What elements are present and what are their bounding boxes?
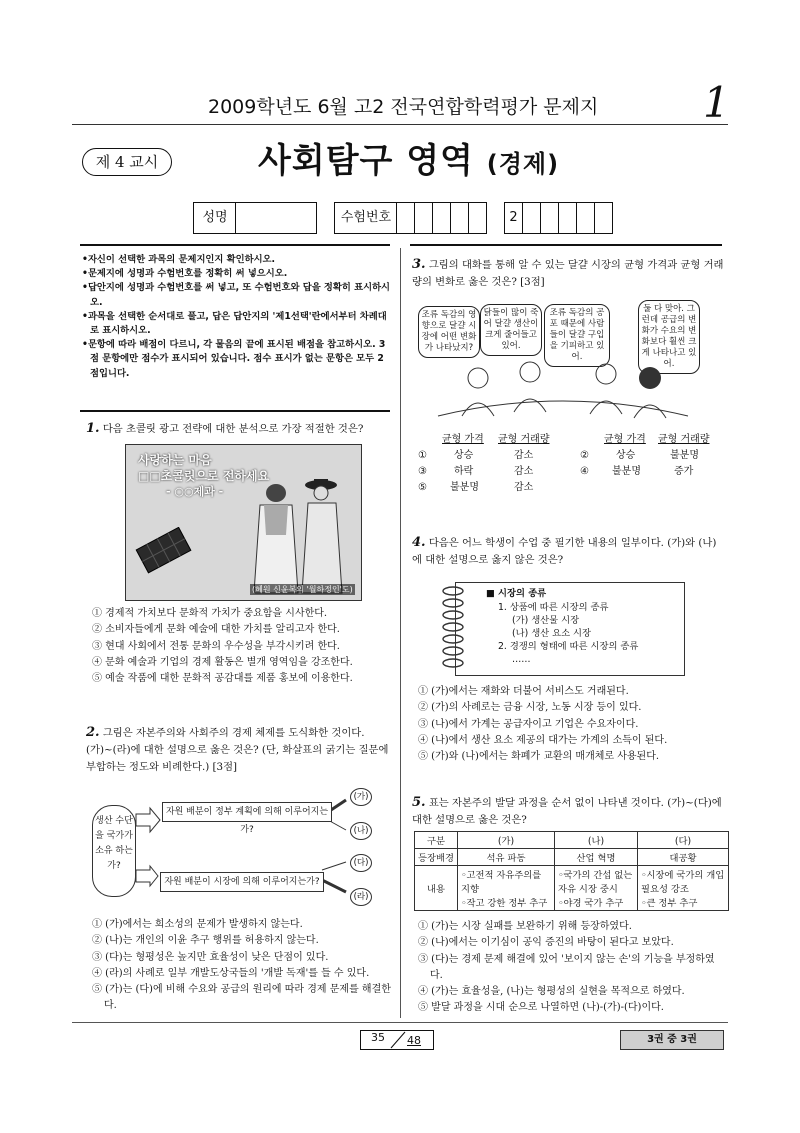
diagram-question-planned: 자원 배분이 정부 계획에 의해 이루어지는가? (162, 802, 332, 822)
option-price: 하락 (454, 466, 474, 477)
option[interactable]: ③ (다)는 경제 문제 해결에 있어 '보이지 않는 손'의 기능을 부정하였다. (418, 953, 715, 981)
footer-rule (72, 1022, 728, 1023)
table-cell (458, 866, 555, 911)
question-text: 그림은 자본주의와 사회주의 경제 체제를 도식화한 것이다. (가)~(라)에 대한 설명으로 옳은 것은? (단, 화살표의 굵기는 질문에 부합하는 정도와 비례한다.) [3점] (86, 727, 389, 773)
option[interactable]: ② (나)에서는 이기심이 공익 증진의 바탕이 된다고 보았다. (418, 937, 674, 949)
cell-line: ◦작고 강한 정부 추구 (461, 898, 548, 909)
exam-no-cell[interactable] (594, 202, 613, 234)
diagram-label-ga: (가) (350, 788, 372, 806)
q1-options (92, 606, 392, 687)
option[interactable]: ⑤ 예술 작품에 대한 문화적 공감대를 제품 홍보에 이용한다. (92, 673, 353, 685)
q5-table (414, 831, 729, 911)
option[interactable]: ① (가)에서는 재화와 더불어 서비스도 거래된다. (418, 686, 629, 697)
q4-options (418, 684, 724, 765)
option[interactable]: ② 소비자들에게 문화 예술에 대한 가치를 알리고자 한다. (92, 624, 340, 636)
question-number: 4. (412, 535, 426, 550)
column-divider (400, 248, 401, 1018)
table-row-label: 등장배경 (415, 849, 458, 866)
footer-page-indicator (360, 1030, 434, 1050)
exam-no-cell[interactable] (558, 202, 576, 234)
option[interactable]: ④ 문화 예술과 기업의 경제 활동은 별개 영역임을 강조한다. (92, 656, 353, 668)
ad-line-1: 사랑하는 마음 (138, 453, 212, 467)
question-number: 5. (412, 795, 426, 810)
option[interactable]: ④ (라)의 사례로 일부 개발도상국들의 '개발 독재'를 들 수 있다. (92, 967, 370, 979)
option-number: ④ (580, 466, 589, 477)
question-text: 다음은 어느 학생이 수업 중 필기한 내용의 일부이다. (가)와 (나)에 대한 설명으로 옳지 않은 것은? (412, 537, 717, 566)
option[interactable]: ② (나)는 개인의 이윤 추구 행위를 허용하지 않는다. (92, 935, 319, 947)
option[interactable]: ④ (가)는 효율성을, (나)는 형평성의 실현을 목적으로 하였다. (418, 986, 685, 998)
name-field[interactable] (235, 202, 317, 234)
subject-subtitle: (경제) (486, 150, 560, 178)
option[interactable]: ⑤ 발달 과정을 시대 순으로 나열하면 (나)-(가)-(다)이다. (418, 1002, 664, 1014)
column-rule (410, 244, 722, 246)
note-line: (나) 생산 요소 시장 (512, 628, 591, 639)
option-price: 상승 (616, 450, 636, 461)
diagram-question-market: 자원 배분이 시장에 의해 이루어지는가? (160, 872, 324, 892)
question-1 (86, 420, 391, 438)
cell-line: ◦큰 정부 추구 (641, 898, 698, 909)
option-qty: 감소 (514, 450, 534, 461)
table-header: 구분 (415, 832, 458, 849)
chocolate-ad-image (125, 444, 362, 601)
speech-bubble: 조류 독감의 공포 때문에 사람들이 달걀 구입을 기피하고 있어. (544, 304, 610, 367)
question-4 (412, 534, 724, 569)
note-line: (가) 생산물 시장 (512, 615, 580, 626)
option-number: ⑤ (418, 482, 427, 493)
col-price-header: 균형 가격 (442, 434, 484, 445)
exam-no-cell[interactable] (414, 202, 432, 234)
option-row[interactable] (412, 448, 724, 464)
col-qty-header: 균형 거래량 (498, 434, 550, 445)
question-3 (412, 256, 724, 291)
table-header: (다) (638, 832, 729, 849)
option[interactable]: ② (가)의 사례로는 금융 시장, 노동 시장 등이 있다. (418, 702, 642, 714)
exam-no-cell[interactable] (522, 202, 540, 234)
question-number: 3. (412, 257, 426, 272)
instruction-item: •자신이 선택한 과목의 문제지인지 확인하시오. (82, 254, 276, 265)
exam-no-cell[interactable] (540, 202, 558, 234)
option[interactable]: ① 경제적 가치보다 문화적 가치가 중요함을 시사한다. (92, 608, 328, 619)
cell-line: ◦야경 국가 추구 (558, 898, 624, 909)
table-header: (가) (458, 832, 555, 849)
page-number: 1 (703, 78, 730, 127)
discussion-people-illustration (418, 356, 708, 424)
option-row[interactable] (412, 464, 724, 480)
table-row-label: 내용 (415, 866, 458, 911)
exam-title: 2009학년도 6월 고2 전국연합학력평가 문제지 (208, 96, 599, 118)
option-qty: 감소 (514, 466, 534, 477)
instructions (82, 253, 392, 381)
exam-no-digit: 2 (504, 202, 522, 234)
instruction-item: •문제지에 성명과 수험번호를 정확히 써 넣으시오. (82, 268, 288, 280)
option-qty: 증가 (674, 466, 694, 477)
table-cell: 대공황 (638, 849, 729, 866)
ad-line-2: □□초콜릿으로 전하세요 (138, 469, 270, 483)
option-price: 불분명 (612, 466, 641, 477)
cell-line: ◦고전적 자유주의를 지향 (461, 870, 542, 895)
option-price: 상승 (454, 450, 474, 461)
student-notebook (455, 582, 685, 676)
footer-volume: 3권 중 3권 (620, 1030, 724, 1050)
q3-options (412, 432, 724, 496)
instruction-item: •과목을 선택한 순서대로 풀고, 답은 답안지의 '제1선택'란에서부터 차례대로 표시하시오. (82, 310, 387, 337)
option[interactable]: ① (가)는 시장 실패를 보완하기 위해 등장하였다. (418, 921, 632, 932)
note-line: 2. 경쟁의 형태에 따른 시장의 종류 (498, 641, 639, 652)
diagram-label-na: (나) (350, 822, 372, 840)
option-row[interactable] (412, 480, 724, 496)
table-cell (555, 866, 638, 911)
table-cell: 산업 혁명 (555, 849, 638, 866)
cell-line: ◦국가의 간섭 없는 자유 시장 중시 (558, 870, 633, 895)
cell-line: ◦시장에 국가의 개입 필요성 강조 (641, 870, 725, 895)
column-rule (80, 244, 390, 246)
chocolate-bar-icon (134, 527, 194, 575)
q5-options (418, 919, 724, 1017)
subject-title (258, 133, 559, 182)
question-text: 표는 자본주의 발달 과정을 순서 없이 나타낸 것이다. (가)~(다)에 대한 설명으로 옳은 것은? (412, 797, 722, 826)
diagram-label-da: (다) (350, 854, 372, 872)
instruction-item: •문항에 따라 배점이 다르니, 각 물음의 끝에 표시된 배점을 참고하시오. 3점 문항에만 점수가 표시되어 있습니다. 점수 표시가 없는 문항은 모두 2점입니다. (82, 339, 386, 379)
subject-name: 사회탐구 영역 (258, 141, 474, 181)
col-qty-header: 균형 거래량 (658, 434, 710, 445)
question-text: 그림의 대화를 통해 알 수 있는 달걀 시장의 균형 가격과 균형 거래량의 변화로 옳은 것은? [3점] (412, 259, 724, 288)
option[interactable]: ③ (다)는 형평성은 높지만 효율성이 낮은 단점이 있다. (92, 951, 329, 963)
name-label: 성명 (193, 202, 236, 234)
option-number: ③ (418, 466, 427, 477)
painting-figures (246, 475, 356, 595)
exam-no-cell[interactable] (450, 202, 468, 234)
table-header: (나) (555, 832, 638, 849)
footer-slash (361, 1031, 433, 1049)
option-qty: 불분명 (670, 450, 699, 461)
option-number: ② (580, 450, 589, 461)
period-badge: 제 4 교시 (82, 148, 172, 176)
option[interactable]: ① (가)에서는 희소성의 문제가 발생하지 않는다. (92, 919, 303, 930)
exam-no-cell[interactable] (396, 202, 414, 234)
table-cell: 석유 파동 (458, 849, 555, 866)
option[interactable]: ⑤ (가)와 (나)에서는 화폐가 교환의 매개체로 사용된다. (418, 751, 660, 763)
option[interactable]: ③ (나)에서 가계는 공급자이고 기업은 수요자이다. (418, 718, 639, 730)
ad-line-3: - ○○제과 - (166, 485, 224, 498)
exam-no-cell[interactable] (576, 202, 594, 234)
table-cell (638, 866, 729, 911)
note-title: ■ 시장의 종류 (486, 588, 547, 599)
footer-page-bottom: 48 (407, 1034, 421, 1047)
question-2 (86, 724, 391, 776)
option[interactable]: ⑤ (가)는 (다)에 비해 수요와 공급의 원리에 따라 경제 문제를 해결한다. (92, 984, 391, 1012)
speech-bubble: 조류 독감의 영향으로 달걀 시장에 어떤 변화가 나타났지? (418, 306, 480, 358)
note-line: …… (512, 654, 531, 665)
option-qty: 감소 (514, 482, 534, 493)
ad-caption: (혜원 신윤복의 '월하정인'도) (252, 585, 353, 594)
option[interactable]: ③ 현대 사회에서 전통 문화의 우수성을 부각시키려 한다. (92, 640, 340, 652)
diagram-start-node: 생산 수단을 국가가 소유 하는가? (92, 805, 136, 897)
speech-bubble: 둘 다 맞아. 그런데 공급의 변화가 수요의 변화보다 훨씬 크게 나타나고 있어. (638, 300, 700, 374)
exam-no-cell[interactable] (468, 202, 487, 234)
option-number: ① (418, 450, 427, 461)
diagram-label-ra: (라) (350, 888, 372, 906)
spiral-binding-icon (440, 585, 466, 673)
q2-options (92, 917, 392, 1015)
option[interactable]: ④ (나)에서 생산 요소 제공의 대가는 가계의 소득이 된다. (418, 734, 668, 746)
instructions-rule (80, 410, 390, 412)
instruction-item: •답안지에 성명과 수험번호를 써 넣고, 또 수험번호와 답을 정확히 표시하시오. (82, 282, 391, 308)
speech-bubble: 닭들이 많이 죽어 달걀 생산이 크게 줄어들고 있어. (480, 304, 542, 356)
exam-no-label: 수험번호 (334, 202, 397, 234)
option-price: 불분명 (450, 482, 479, 493)
question-number: 1. (86, 421, 100, 436)
question-number: 2. (86, 725, 100, 740)
note-line: 1. 상품에 따른 시장의 종류 (498, 602, 609, 613)
header-rule (72, 124, 728, 125)
footer-page-top: 35 (371, 1031, 385, 1044)
exam-no-cell[interactable] (432, 202, 450, 234)
question-5 (412, 794, 724, 829)
question-text: 다음 초콜릿 광고 전략에 대한 분석으로 가장 적절한 것은? (102, 423, 364, 435)
col-price-header: 균형 가격 (604, 434, 646, 445)
